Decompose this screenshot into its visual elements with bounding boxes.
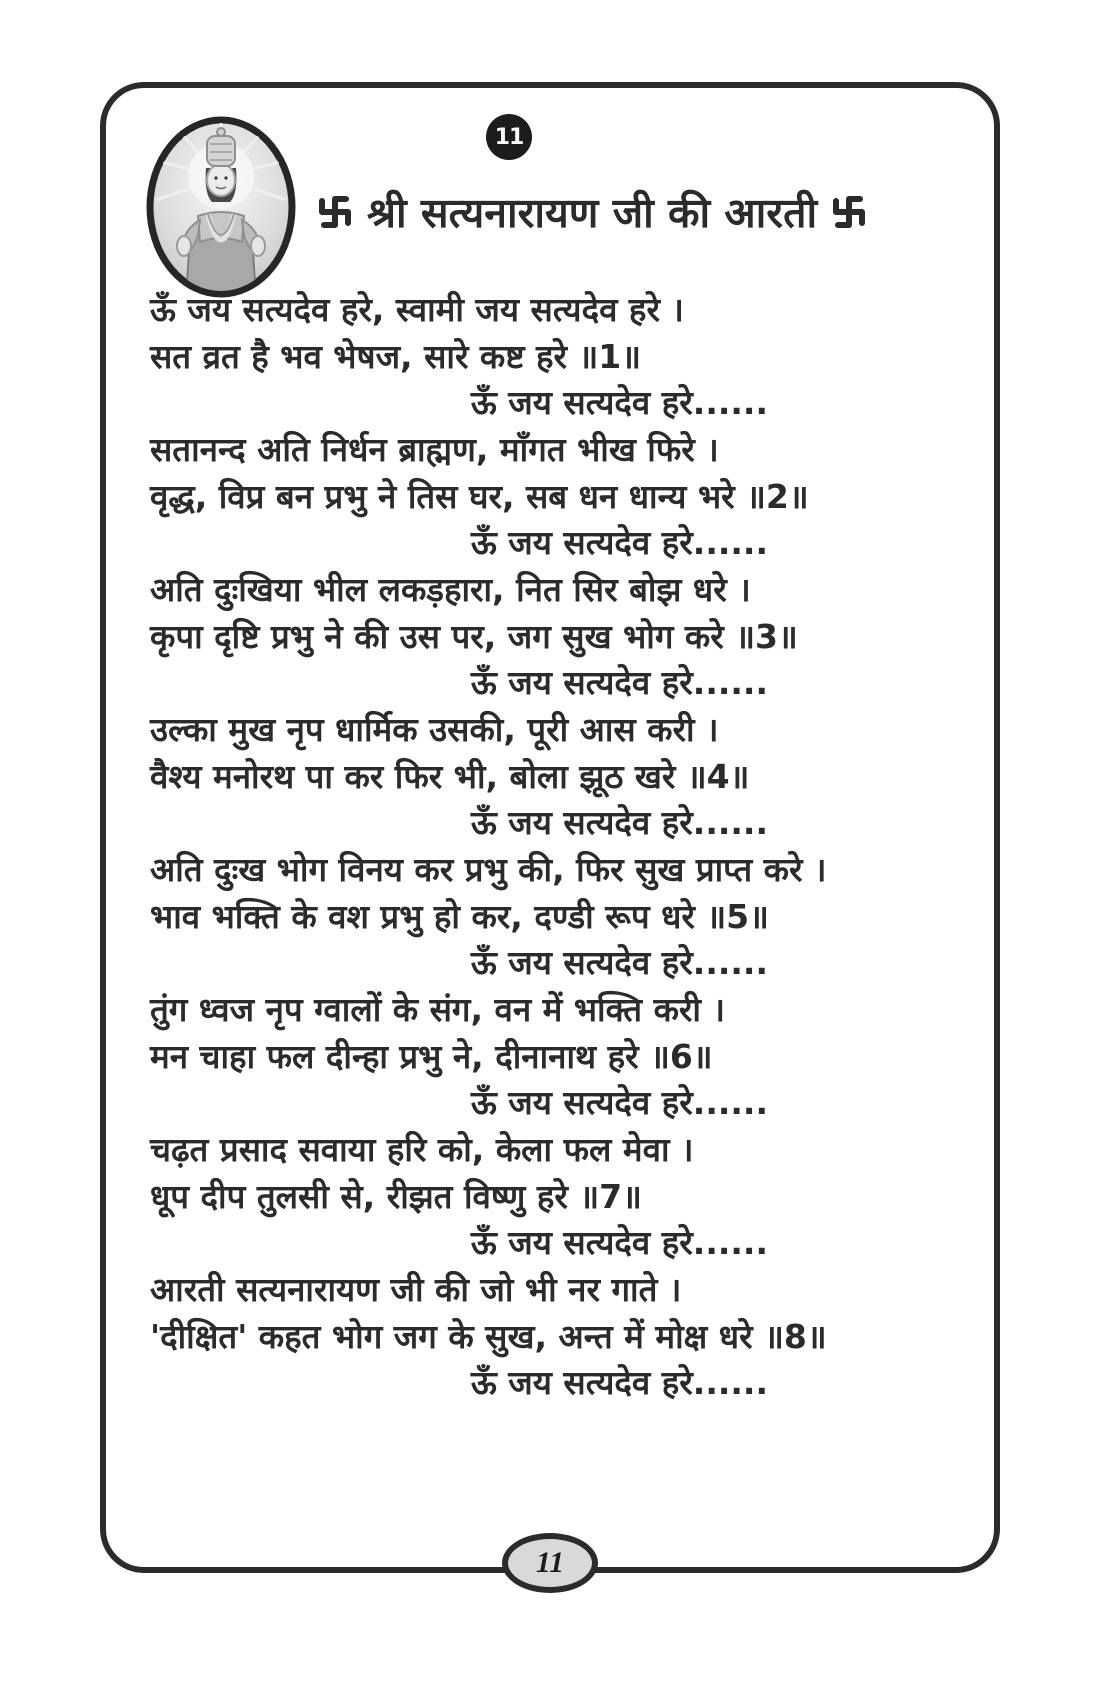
verse-line: सत व्रत है भव भेषज, सारे कष्ट हरे ॥1॥ bbox=[150, 337, 642, 376]
refrain-line: ऊँ जय सत्यदेव हरे...... bbox=[470, 663, 768, 702]
swastika-icon bbox=[831, 194, 867, 230]
verse-line: अति दुःख भोग विनय कर प्रभु की, फिर सुख प्राप्त करे । bbox=[150, 850, 827, 889]
verse-line: कृपा दृष्टि प्रभु ने की उस पर, जग सुख भोग करे ॥3॥ bbox=[150, 617, 798, 656]
top-page-number-badge bbox=[486, 114, 532, 160]
page-border bbox=[100, 82, 1000, 1579]
verse-6 bbox=[150, 986, 946, 1126]
page-title bbox=[226, 184, 958, 240]
refrain-line: ऊँ जय सत्यदेव हरे...... bbox=[470, 943, 768, 982]
verse-line: 'दीक्षित' कहत भोग जग के सुख, अन्त में मोक्ष धरे ॥8॥ bbox=[150, 1317, 827, 1356]
verse-line: मन चाहा फल दीन्हा प्रभु ने, दीनानाथ हरे ॥6॥ bbox=[150, 1037, 713, 1076]
bottom-page-number-oval bbox=[502, 1533, 598, 1593]
verse-8 bbox=[150, 1266, 946, 1406]
verse-line: वैश्य मनोरथ पा कर फिर भी, बोला झूठ खरे ॥4॥ bbox=[150, 757, 750, 796]
verse-line: धूप दीप तुलसी से, रीझत विष्णु हरे ॥7॥ bbox=[150, 1177, 642, 1216]
refrain-line: ऊँ जय सत्यदेव हरे...... bbox=[470, 523, 768, 562]
crown-tip bbox=[217, 128, 225, 136]
verse-7 bbox=[150, 1126, 946, 1266]
verse-line: भाव भक्ति के वश प्रभु हो कर, दण्डी रूप धरे ॥5॥ bbox=[150, 897, 769, 936]
verse-line: ऊँ जय सत्यदेव हरे, स्वामी जय सत्यदेव हरे । bbox=[150, 290, 684, 329]
verse-1 bbox=[150, 286, 946, 426]
verse-5 bbox=[150, 846, 946, 986]
verse-line: चढ़त प्रसाद सवाया हरि को, केला फल मेवा । bbox=[150, 1130, 694, 1169]
verse-4 bbox=[150, 706, 946, 846]
verse-line: तुंग ध्वज नृप ग्वालों के संग, वन में भक्ति करी । bbox=[150, 990, 725, 1029]
refrain-line: ऊँ जय सत्यदेव हरे...... bbox=[470, 1083, 768, 1122]
refrain-line: ऊँ जय सत्यदेव हरे...... bbox=[470, 803, 768, 842]
swastika-icon bbox=[317, 194, 353, 230]
verse-2 bbox=[150, 426, 946, 566]
verse-line: उल्का मुख नृप धार्मिक उसकी, पूरी आस करी । bbox=[150, 710, 719, 749]
refrain-line: ऊँ जय सत्यदेव हरे...... bbox=[470, 383, 768, 422]
right-palm bbox=[177, 236, 191, 256]
verse-3 bbox=[150, 566, 946, 706]
aarti-verses bbox=[150, 286, 946, 1406]
refrain-line: ऊँ जय सत्यदेव हरे...... bbox=[470, 1363, 768, 1402]
verse-line: वृद्ध, विप्र बन प्रभु ने तिस घर, सब धन धान्य भरे ॥2॥ bbox=[150, 477, 809, 516]
verse-line: सतानन्द अति निर्धन ब्राह्मण, माँगत भीख फिरे । bbox=[150, 430, 719, 469]
bottom-page-number: 11 bbox=[535, 1546, 565, 1579]
refrain-line: ऊँ जय सत्यदेव हरे...... bbox=[470, 1223, 768, 1262]
verse-line: आरती सत्यनारायण जी की जो भी नर गाते । bbox=[150, 1270, 682, 1309]
page-title-text: श्री सत्यनारायण जी की आरती bbox=[366, 189, 818, 237]
verse-line: अति दुःखिया भील लकड़हारा, नित सिर बोझ धरे । bbox=[150, 570, 751, 609]
top-page-number: 11 bbox=[494, 124, 524, 150]
